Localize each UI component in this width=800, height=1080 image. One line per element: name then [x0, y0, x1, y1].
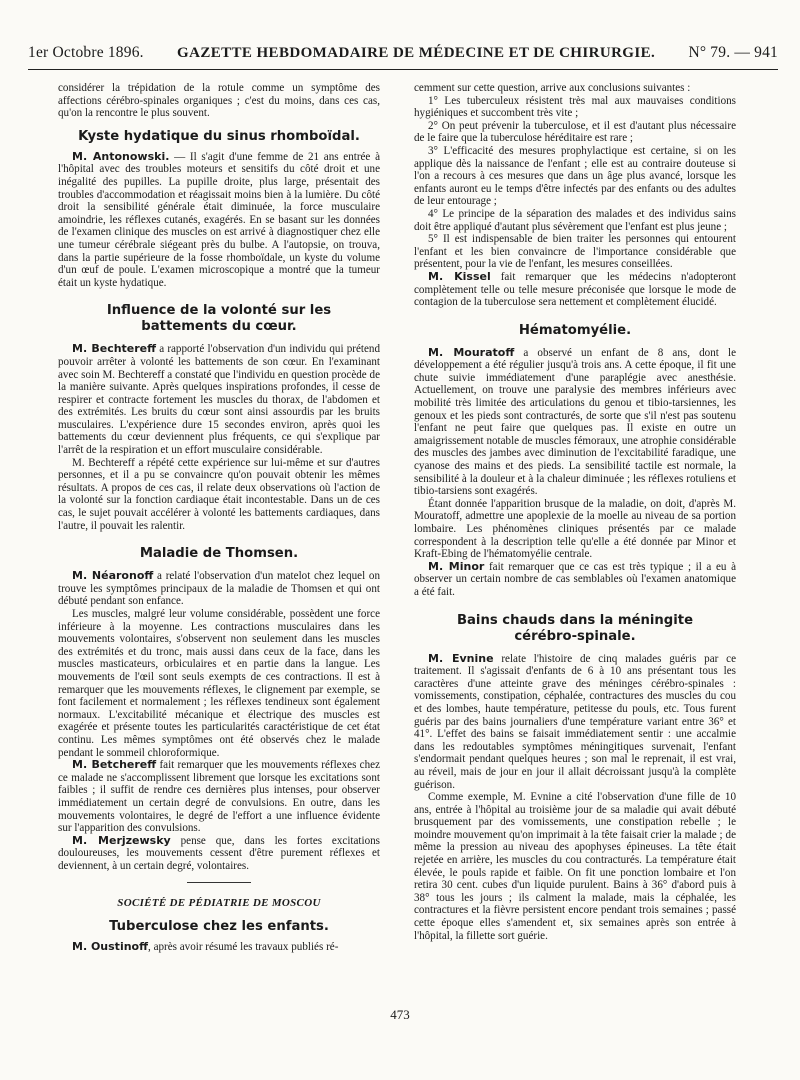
paragraph-nearonoff: [58, 570, 380, 608]
paragraph-bechtereff-2: M. Bechtereff a répété cette expérience sur lui-même et sur d'autres personnes, et il a pu se convaincre qu'on pouvait obtenir les mêmes résultats. A propos de ces cas, il relate deux observations où l'action de la volonté sur la fonction cardiaque était incontestable. Dans un de ces cas, le sujet pouvait accélérer à volonté les battements cardiaques, dans l'autre, il pouvait les ralentir.: [58, 456, 380, 532]
paragraph-text: relate l'histoire de cinq malades guéris par ce traitement. Il s'agissait d'enfants de 6 à 10 ans présentant tous les caractères d'une atteinte grave des méninges cérébro-spinales : vomissements, constipation, céphalée, contractures des muscles du cou et des lombes, haute température, petitesse du pouls, etc. Tous furent guéris par des bains journaliers d'une température variant entre 36° et 41°. L'effet des bains se faisait immédiatement sentir : une accalmie dans les redoutables symptômes méningitiques survenait, l'enfant s'endormait pendant quelques heures ; son mal le reprenait, il est vrai, au réveil, mais de jour en jour il allait décroissant jusqu'à la complète guérison.: [414, 652, 736, 791]
paragraph-text: fait remarquer que ce cas est très typique ; il a eu à observer un certain nombre de cas semblables où l'examen anatomique a été fait.: [414, 560, 736, 598]
paragraph-text: fait remarquer que les mouvements réflexes chez ce malade ne s'accomplissent librement que lorsque les excitations sont faibles ; il suffit de rendre ces dernières plus intenses, pour observer immédiatement un certain degré de convulsions. En outre, dans les mouvements volontaires, le degré de l'effort a une influence évidente sur l'apparition des convulsions.: [58, 759, 381, 835]
heading-maladie-thomsen: Maladie de Thomsen.: [139, 546, 299, 562]
paragraph-bechtereff: [58, 343, 380, 456]
paragraph-minor: [414, 561, 736, 599]
paragraph-apoplexie: Étant donnée l'apparition brusque de la maladie, on doit, d'après M. Mouratoff, admettre une apoplexie de la moelle au niveau de sa portion lombaire. Les phénomènes cliniques présentés par ce malade correspondent à la description telle qu'elle a été donnée par Minor et Kraft-Ebing de l'hématomyélie centrale.: [414, 497, 736, 561]
speaker-name: M. Minor: [428, 559, 485, 573]
speaker-name: M. Mouratoff: [428, 345, 515, 359]
speaker-name: M. Betchereff: [72, 758, 157, 772]
heading-influence-volonte: Influence de la volonté sur les battements du cœur.: [106, 303, 332, 335]
paragraph-betchereff: [58, 759, 380, 835]
journal-title: GAZETTE HEBDOMADAIRE DE MÉDECINE ET DE CHIRURGIE.: [177, 45, 656, 61]
list-item: 3° L'efficacité des mesures prophylactique est certaine, si on les applique dès la naissance de l'enfant ; elle est au contraire douteuse si l'on a recours à ces mesures que dans un âge plus avancé, lorsque les enfants auront eu le temps d'être infectés par des enfants ou des adultes de leur entourage ;: [414, 144, 736, 208]
speaker-name: M. Kissel: [428, 269, 491, 283]
paragraph-muscles: Les muscles, malgré leur volume considérable, possèdent une force inférieure à la moyenne. Les contractions musculaires dans les mouvements volontaires, s'observent non seulement dans les muscles des extrémités et du tronc, mais aussi dans ceux de la face, dans les muscles masticateurs, orbiculaires et en partie dans la langue. Les mouvements de l'œil sont seuls exempts de ces contractions. Il est à remarquer que les mouvements réflexes, le clignement par exemple, se font facilement et normalement ; les réflexes tendineux sont également normaux. L'excitabilité mécanique et électrique des muscles est exagérée et présente toutes les particularités caractéristique de cet état continu. Les mêmes symptômes ont été observés chez le malade pendant le sommeil chloroformique.: [58, 608, 380, 759]
continued-paragraph: considérer la trépidation de la rotule comme un symptôme des affections cérébro-spinales organiques ; c'est du moins, dans ces cas, qu'on la rencontre le plus souvent.: [58, 82, 380, 120]
speaker-name: M. Antonowski.: [72, 149, 170, 163]
heading-bains-chauds: Bains chauds dans la méningite cérébro-spinale.: [456, 612, 694, 644]
section-divider: [187, 882, 251, 883]
list-item: 1° Les tuberculeux résistent très mal aux mauvaises conditions hygiéniques et succombent très vite ;: [414, 94, 736, 120]
speaker-name: M. Néaronoff: [72, 569, 154, 583]
right-column: [414, 82, 736, 942]
society-title: SOCIÉTÉ DE PÉDIATRIE DE MOSCOU: [117, 897, 321, 910]
speaker-name: M. Oustinoff: [72, 940, 149, 954]
heading-hematomyelie: Hématomyélie.: [518, 322, 632, 338]
paragraph-text: pense que, dans les fortes excitations douloureuses, les mouvements cessent d'être purement réflexes et deviennent, à un certain degré, volontaires.: [58, 834, 380, 872]
speaker-name: M. Evnine: [428, 651, 494, 665]
list-item: 2° On peut prévenir la tuberculose, et il est d'autant plus nécessaire de le faire que la tuberculose héréditaire est rare ;: [414, 119, 736, 145]
list-item: 4° Le principe de la séparation des malades et des individus sains doit être appliqué d'autant plus sévèrement que l'enfant est plus jeune ;: [414, 207, 736, 233]
heading-kyste-hydatique: Kyste hydatique du sinus rhomboïdal.: [78, 128, 360, 144]
paragraph-text: , après avoir résumé les travaux publiés ré-: [148, 941, 339, 954]
paragraph-merjzewsky: [58, 835, 380, 873]
paragraph-oustinoff: [58, 941, 380, 954]
header-rule: [28, 69, 778, 70]
conclusions-list: [414, 95, 736, 271]
speaker-name: M. Merjzewsky: [72, 833, 171, 847]
heading-tuberculose: Tuberculose chez les enfants.: [109, 919, 329, 935]
list-item: 5° Il est indispensable de bien traiter les personnes qui entourent l'enfant et les bien convaincre de l'importance considérable que présentent, pour la vie de l'enfant, les mesures conseillées.: [414, 233, 736, 271]
issue-page-number: N° 79. — 941: [688, 44, 778, 61]
paragraph-text: a rapporté l'observation d'un individu qui prétend pouvoir arrêter à volonté les battements de son cœur. En l'examinant avec soin M. Bechtereff a constaté que l'individu en question procède de la manière suivante. Après quelques inspirations profondes, il cesse de respirer et contracte fortement les muscles du thorax, de l'abdomen et des extrémités. Les bruits du cœur sont ainsi assourdis par les bruits musculaires. L'expérience dure 15 secondes environ, après quoi les battements du cœur deviennent plus fréquents, ce qui s'explique par l'arrêt de la respiration et un effort musculaire considérable.: [58, 343, 380, 457]
left-column: [58, 82, 380, 954]
header-date: 1er Octobre 1896.: [28, 44, 144, 61]
paragraph-text: fait remarquer que les médecins n'adopteront complètement telle ou telle mesure préconisée que lorsque le mode de contagion de la tuberculose sera nettement et complètement élucidé.: [414, 270, 736, 309]
paragraph-text: a observé un enfant de 8 ans, dont le développement a été régulier jusqu'à trois ans. A cette époque, il fit une chute suivie immédiatement d'une paraplégie avec anesthésie. Actuellement, on trouve une paralysie des membres inférieurs avec mobilité très limitée des articulations du genou et tibio-tarsiennes, les genoux et les pieds sont contracturés, de sorte que s'il n'est pas soutenu l'enfant ne peut faire que quelques pas. Il existe en outre un amaigrissement notable de muscles fémoraux, une atrophie considérable des muscles des jambes avec diminution de l'excitabilité faradique, une cyanose des mains et des pieds. La sensibilité tactile est normale, la sensibilité à la douleur et à la chaleur diminuée ; les réflexes rotuliens et tibio-tarsiens sont exagérés.: [414, 346, 736, 498]
paragraph-antonowski: [58, 151, 380, 290]
paragraph-evnine: [414, 653, 736, 792]
paragraph-exemple: Comme exemple, M. Evnine a cité l'observation d'une fille de 10 ans, entrée à l'hôpital au troisième jour de sa maladie qui avait débuté brusquement par des vomissements, une constipation rebelle ; le moindre mouvement qu'on imprimait à la tête faisait crier la malade ; de même la pression au niveau des apophyses épineuses. La tête était rejetée en arrière, les muscles du cou contracturés. La température était élevée, le pouls rapide et faible. On fit une ponction lombaire et l'on retira 30 cent. cubes d'un liquide purulent. Bains à 36° d'abord puis à 38° tous les jours ; ils calment la malade, mais la céphalée, les contractures et la fièvre persistent encore pendant trois semaines ; passé cette époque elles s'amendent et, six semaines après son entrée à l'hôpital, la fillette sort guérie.: [414, 791, 736, 942]
running-header: [28, 44, 778, 66]
paragraph-mouratoff: [414, 347, 736, 498]
speaker-name: M. Bechtereff: [72, 342, 157, 356]
page-folio: 473: [390, 1007, 410, 1022]
paragraph-text: — Il s'agit d'une femme de 21 ans entrée à l'hôpital avec des troubles moteurs et sensitifs du côté droit et une inégalité des pupilles. La pupille droite, plus large, présentait des troubles d'accommodation et réagissait moins bien à la lumière. Du côté droit la sensibilité générale était diminuée, la force musculaire amoindrie, les réflexes cutanés, exagérés. En se basant sur les données de l'examen clinique des muscles on est arrivé à diagnostiquer chez elle une tumeur cérébrale siégeant près du bulbe. A l'autopsie, on trouva, dans la partie supérieure de la fosse rhomboïdale, un kyste du volume d'un œuf de poule. L'examen microscopique a montré que la tumeur était un kyste hydatique.: [58, 150, 380, 289]
paragraph-text: a relaté l'observation d'un matelot chez lequel on trouve les symptômes principaux de la maladie de Thomsen et qui ont débuté pendant son enfance.: [58, 570, 381, 608]
continued-paragraph: cemment sur cette question, arrive aux conclusions suivantes :: [414, 82, 691, 94]
paragraph-kissel: [414, 271, 736, 309]
